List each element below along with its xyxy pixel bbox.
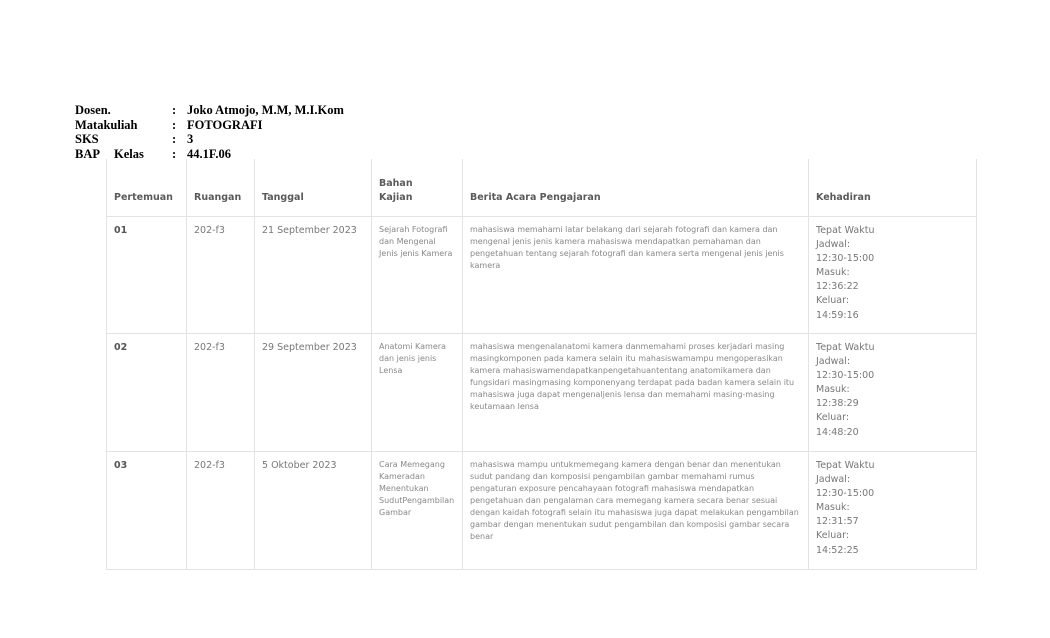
keluar-label: Keluar: — [816, 530, 850, 542]
cell-tanggal: 29 September 2023 — [255, 334, 372, 452]
cell-ruangan: 202-f3 — [187, 334, 255, 452]
cell-pertemuan: 01 — [107, 217, 187, 334]
header-bahan-line1: Bahan — [379, 178, 413, 189]
masuk-value: 12:38:29 — [816, 398, 859, 410]
cell-tanggal: 5 Oktober 2023 — [255, 452, 372, 570]
keluar-value: 14:59:16 — [816, 309, 859, 321]
masuk-label: Masuk: — [816, 384, 850, 396]
attendance-status: Tepat Waktu — [816, 225, 875, 236]
masuk-label: Masuk: — [816, 267, 850, 279]
info-row-sks — [75, 132, 344, 147]
cell-pertemuan: 02 — [107, 334, 187, 452]
jadwal-label: Jadwal: — [816, 356, 851, 368]
jadwal-value: 12:30-15:00 — [816, 253, 875, 265]
cell-kehadiran — [809, 452, 977, 570]
masuk-label: Masuk: — [816, 502, 850, 514]
header-bahan-kajian — [372, 159, 463, 217]
header-berita-acara: Berita Acara Pengajaran — [463, 159, 809, 217]
header-ruangan: Ruangan — [187, 159, 255, 217]
cell-pertemuan: 03 — [107, 452, 187, 570]
keluar-label: Keluar: — [816, 412, 850, 424]
course-info — [75, 103, 344, 161]
info-row-matakuliah — [75, 118, 344, 133]
cell-bahan: Sejarah Fotografi dan Mengenal Jenis jenis Kamera — [372, 217, 463, 334]
matakuliah-value: FOTOGRAFI — [187, 117, 263, 132]
cell-bahan: Anatomi Kamera dan jenis jenis Lensa — [372, 334, 463, 452]
jadwal-label: Jadwal: — [816, 239, 851, 251]
bap-label: BAP — [75, 146, 100, 161]
jadwal-label: Jadwal: — [816, 474, 851, 486]
colon: : — [172, 117, 177, 132]
table-row — [107, 452, 977, 570]
dosen-label: Dosen. — [75, 103, 111, 117]
colon: : — [172, 146, 177, 161]
colon: : — [172, 132, 177, 146]
attendance-status: Tepat Waktu — [816, 342, 875, 353]
table-header-row — [107, 159, 977, 217]
sks-label: SKS — [75, 132, 99, 146]
cell-bahan: Cara Memegang Kameradan Menentukan SudutPengambilan Gambar — [372, 452, 463, 570]
cell-kehadiran — [809, 334, 977, 452]
header-pertemuan: Pertemuan — [107, 159, 187, 217]
masuk-value: 12:36:22 — [816, 281, 859, 293]
dosen-value: Joko Atmojo, M.M, M.I.Kom — [187, 103, 344, 117]
kelas-value: 44.1F.06 — [187, 146, 231, 161]
cell-ruangan: 202-f3 — [187, 217, 255, 334]
sks-value: 3 — [187, 132, 194, 146]
info-row-dosen — [75, 103, 344, 118]
keluar-value: 14:52:25 — [816, 544, 859, 556]
header-bahan-line2: Kajian — [379, 192, 413, 203]
cell-tanggal: 21 September 2023 — [255, 217, 372, 334]
jadwal-value: 12:30-15:00 — [816, 370, 875, 382]
matakuliah-label: Matakuliah — [75, 117, 138, 132]
table-row — [107, 217, 977, 334]
table-row — [107, 334, 977, 452]
jadwal-value: 12:30-15:00 — [816, 488, 875, 500]
cell-berita: mahasiswa memahami latar belakang dari sejarah fotografi dan kamera dan mengenal jenis jenis kamera mahasiswa mendapatkan pemahaman dan pengetahuan tentang sejarah fotografi dan kamera serta mengenal jenis jenis kamera — [463, 217, 809, 334]
cell-ruangan: 202-f3 — [187, 452, 255, 570]
cell-berita: mahasiswa mengenalanatomi kamera danmemahami proses kerjadari masing masingkomponen pada kamera selain itu mahasiswamampu mengoperasikan kamera mahasiswamendapatkanpengetahuantentang anatomikamera dan fungsidari masingmasing komponenyang terdapat pada badan kamera selain itu mahasiswa juga dapat mengenaljenis lensa dan memahami masing-masing keutamaan lensa — [463, 334, 809, 452]
keluar-label: Keluar: — [816, 295, 850, 307]
cell-berita: mahasiswa mampu untukmemegang kamera dengan benar dan menentukan sudut pandang dan komposisi pengambilan gambar memahami rumus pengaturan exposure pencahayaan fotografi mahasiswa mendapatkan pengetahuan dan pengalaman cara memegang kamera secara benar sesuai dengan kaidah fotografi selain itu mahasiswa juga dapat melakukan pengambilan gambar dengan menentukan sudut pengambilan dan komposisi gambar secara benar — [463, 452, 809, 570]
kelas-label: Kelas — [114, 146, 144, 161]
header-tanggal: Tanggal — [255, 159, 372, 217]
cell-kehadiran — [809, 217, 977, 334]
masuk-value: 12:31:57 — [816, 516, 859, 528]
header-kehadiran: Kehadiran — [809, 159, 977, 217]
attendance-status: Tepat Waktu — [816, 460, 875, 471]
keluar-value: 14:48:20 — [816, 426, 859, 438]
bap-table — [106, 159, 977, 570]
colon: : — [172, 103, 177, 117]
